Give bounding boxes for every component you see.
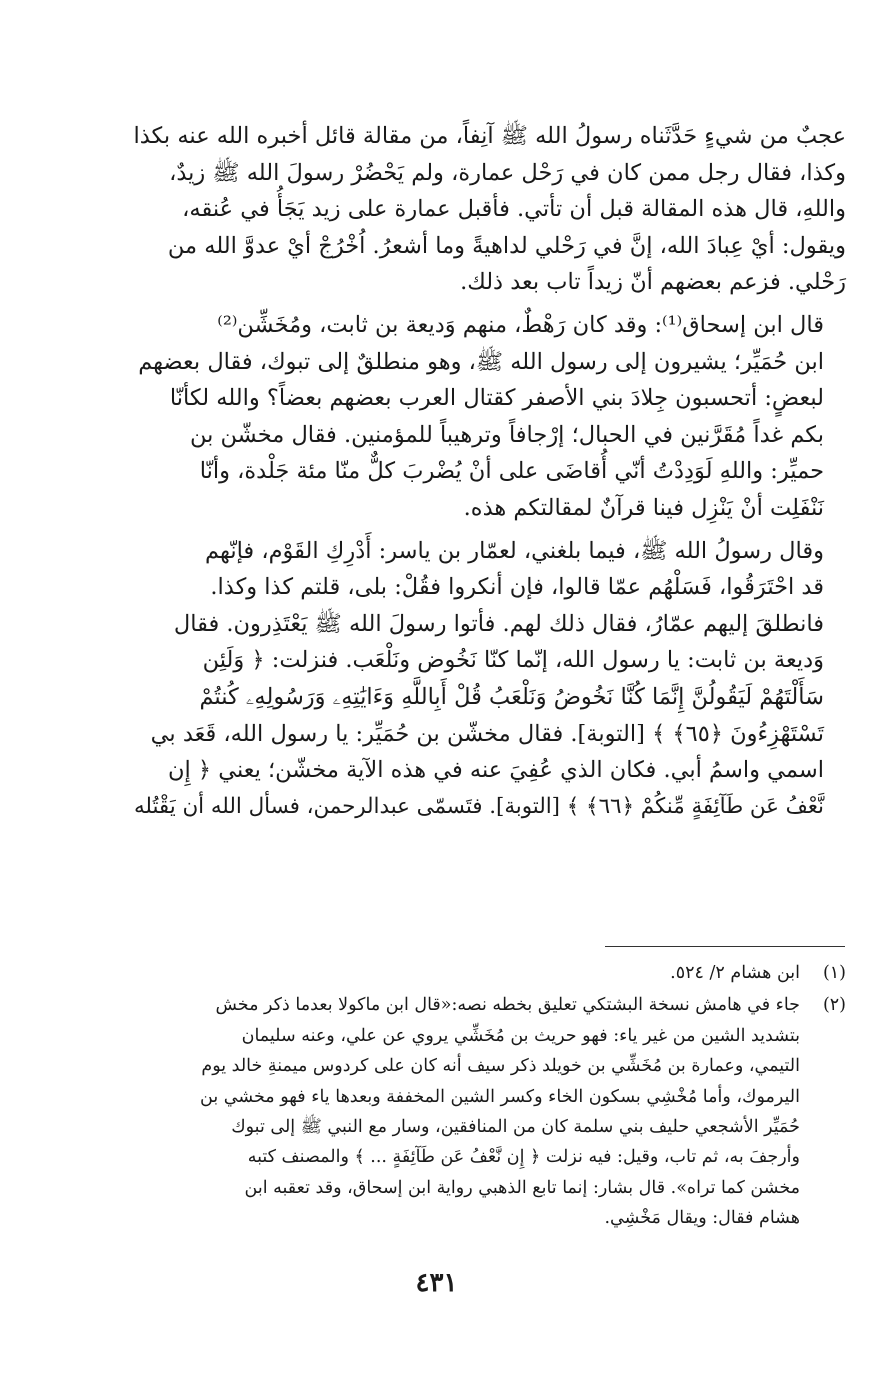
text-line: ويقول: أيْ عِبادَ الله، إنَّ في رَحْلي لداهيةً وما أشعرُ. اُخْرُجْ أيْ عدوَّ الله من [167, 232, 846, 259]
paragraph [128, 533, 846, 826]
footnote [128, 958, 846, 988]
footnote-line: وأرجفَ به، ثم تاب، وقيل: فيه نزلت ﴿ إِن نَّعْفُ عَن طَآئِفَةٍ ... ﴾ والمصنف كتبه [247, 1147, 800, 1168]
footnote [128, 990, 846, 1233]
footnote-number: (١) [822, 963, 846, 983]
footnotes [128, 958, 846, 1236]
text-line: حميِّر: واللهِ لَوَدِدْتُ أنّي أُقاضَى على أنْ يُضْربَ كلٌّ منّا مئة جَلْدة، وأنّا [199, 458, 824, 485]
footnote-line: هشام فقال: ويقال مَخْشِي. [604, 1208, 800, 1229]
footnote-line: جاء في هامش نسخة البشتكي تعليق بخطه نصه:«قال ابن ماكولا بعدما ذكر مخش [215, 995, 800, 1016]
text-line: فانطلقَ إليهم عمّارُ، فقال ذلك لهم. فأتوا رسولَ الله ﷺ يَعْتَذِرون. فقال [173, 610, 824, 637]
text-line: بكم غداً مُقَرَّنين في الحبال؛ إرْجافاً وترهيباً للمؤمنين. فقال مخشّن بن [189, 421, 824, 448]
text-line: وَديعة بن ثابت: يا رسول الله، إنّما كنّا نَخُوض ونَلْعَب. فنزلت: ﴿ وَلَئِن [202, 647, 824, 674]
text-line: وقال رسولُ الله ﷺ، فيما بلغني، لعمّار بن ياسر: أَدْرِكِ القَوْم، فإنّهم [204, 537, 824, 564]
footnote-line: التيمي، وعمارة بن مُخَشِّي بن خويلد ذكر سيف أنه كان على كردوس ميمنةِ خالد يوم [201, 1056, 800, 1077]
text-line: لبعضٍ: أتحسبون جِلادَ بني الأصفر كقتال العرب بعضهم بعضاً؟ والله لكأنّا [169, 385, 824, 412]
footnote-divider [605, 946, 845, 947]
text-line: اسمي واسمُ أبي. فكان الذي عُفِيَ عنه في هذه الآية مخشّن؛ يعني ﴿ إِن [167, 757, 824, 784]
footnote-number: (٢) [822, 995, 846, 1016]
page-number: ٤٣١ [415, 1268, 458, 1298]
paragraph [128, 307, 846, 527]
text-line: قد احْتَرَقُوا، فَسَلْهُم عمّا قالوا، فإن أنكروا فقُلْ: بلى، قلتم كذا وكذا. [210, 574, 824, 601]
text-line: نَنْفَلِت أنْ يَنْزِل فينا قرآنٌ لمقالتكم هذه. [463, 494, 824, 521]
footnote-line: ابن هشام ٢/ ٥٢٤. [670, 963, 800, 983]
footnote-line: بتشديد الشين من غير ياء: فهو حريث بن مُخَشِّي يروي عن علي، وعنه سليمان [241, 1025, 800, 1046]
text-line: عجبٌ من شيءٍ حَدَّثَناه رسولُ الله ﷺ آنِفاً، من مقالة قائل أخبره الله عنه بكذا [133, 123, 846, 149]
text-line: قال ابن إسحاق⁽¹⁾: وقد كان رَهْطٌ، منهم وَديعة بن ثابت، ومُخَشِّن⁽²⁾ [217, 311, 824, 338]
footnote-line: اليرموك، وأما مُخْشِي بسكون الخاء وكسر الشين المخففة وبعدها ياء فهو مخشي بن [200, 1086, 800, 1107]
text-line: رَحْلي. فزعم بعضهم أنّ زيداً تاب بعد ذلك. [460, 269, 846, 296]
main-text [128, 118, 846, 831]
text-line: واللهِ، قال هذه المقالة قبل أن تأتي. فأقبل عمارة على زيد يَجَأُ في عُنقه، [182, 196, 846, 223]
footnote-line: مخشن كما تراه». قال بشار: إنما تابع الذهبي رواية ابن إسحاق، وقد تعقبه ابن [244, 1177, 800, 1198]
footnote-line: حُمَيِّر الأشجعي حليف بني سلمة كان من المنافقين، وسار مع النبي ﷺ إلى تبوك [231, 1117, 800, 1138]
paragraph [128, 118, 846, 301]
quran-verse-line: تَسْتَهْزِءُونَ ﴿٦٥﴾ ﴾ [التوبة]. فقال مخشّن بن حُمَيِّر: يا رسول الله، قَعَد بي [150, 720, 824, 747]
text-line: ابن حُمَيِّر؛ يشيرون إلى رسول الله ﷺ، وهو منطلقٌ إلى تبوك، فقال بعضهم [138, 348, 824, 375]
quran-verse-line: سَأَلْتَهُمْ لَيَقُولُنَّ إِنَّمَا كُنَّا نَخُوضُ وَنَلْعَبُ قُلْ أَبِاللَّهِ وَءَايَٰتِهِۦ وَرَسُولِهِۦ كُنتُمْ [199, 683, 824, 710]
quran-verse-line: نَّعْفُ عَن طَآئِفَةٍ مِّنكُمْ ﴿٦٦﴾ ﴾ [التوبة]. فتَسمّى عبدالرحمن، فسأل الله أن يَقْتُله [133, 793, 824, 819]
footnote-text [128, 958, 800, 988]
text-line: وكذا، فقال رجل ممن كان في رَحْل عمارة، ولم يَحْضُرْ رسولَ الله ﷺ زيدٌ، [169, 159, 846, 186]
footnote-text [128, 990, 800, 1233]
